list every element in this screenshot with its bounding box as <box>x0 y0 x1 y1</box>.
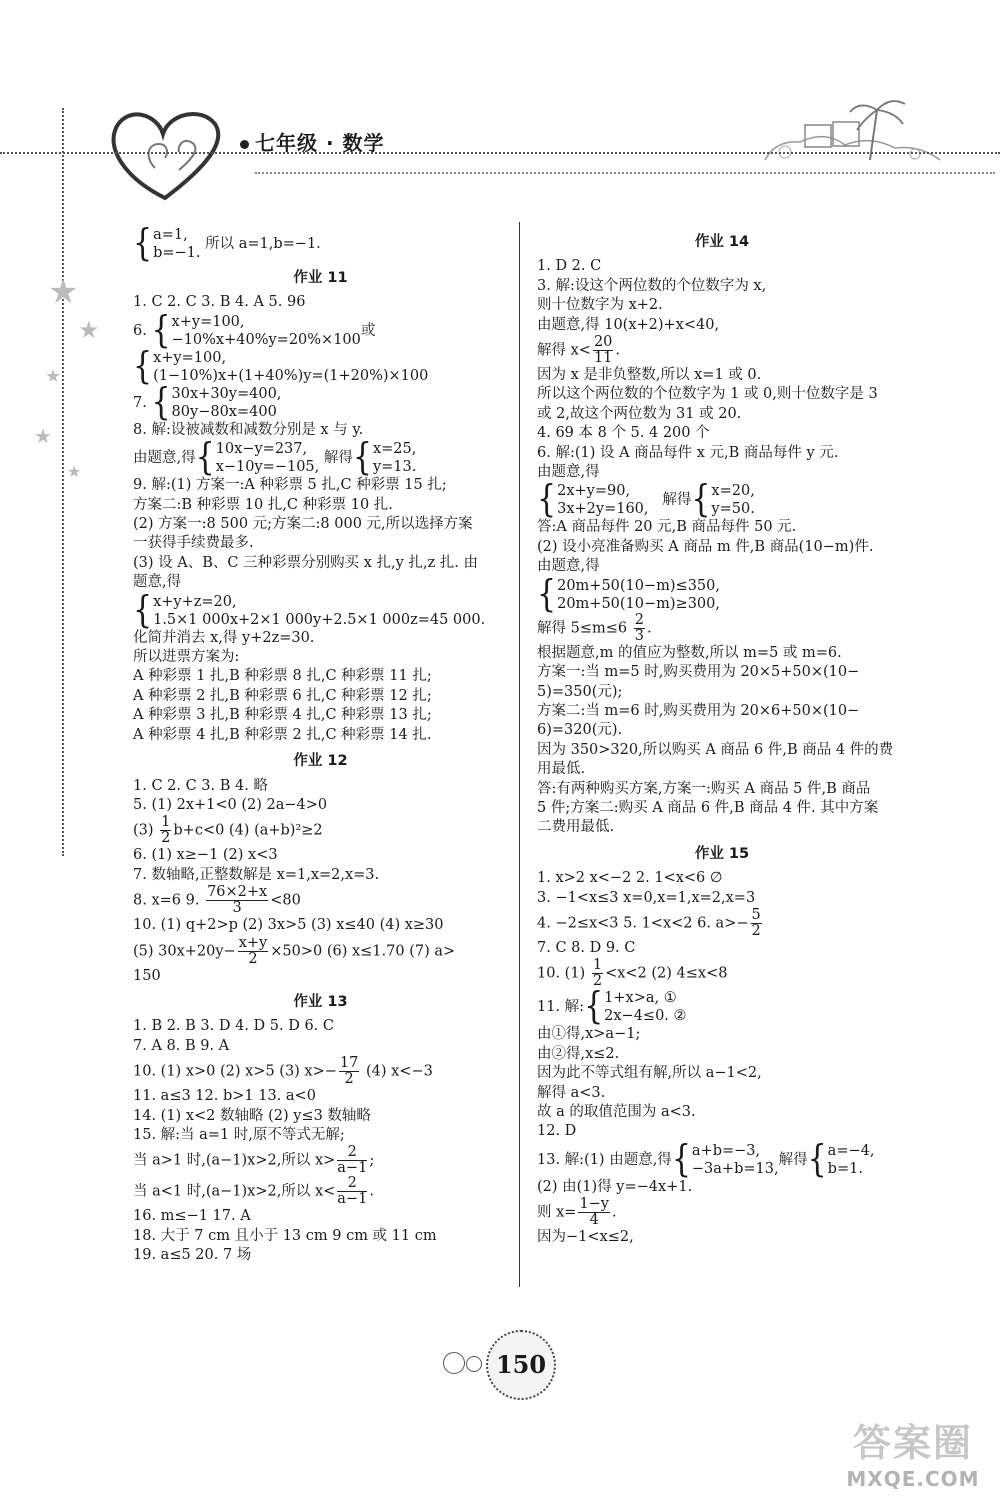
answer-line: 6. (1) x≥−1 (2) x<3 <box>133 847 278 864</box>
answer-line: 由②得,x≤2. <box>537 1045 620 1062</box>
page-title <box>240 127 385 156</box>
answer-line: 6. {x+y=100, −10%x+40%y=20%×100或 <box>133 308 376 353</box>
answer-line: (2) 由(1)得 y=−4x+1. <box>537 1178 693 1195</box>
answer-line: 1. D 2. C <box>537 258 602 275</box>
answer-line: 3. −1<x≤3 x=0,x=1,x=2,x=3 <box>537 889 756 906</box>
answer-line: 解得 5≤m≤6 $\frac{2}{3}$ . <box>537 611 652 644</box>
answer-line: 由题意,得{10x−y=237, x−10y=−105, 解得{x=25, y=13. <box>133 435 417 480</box>
answer-line: 因为 350>320,所以购买 A 商品 6 件,B 商品 4 件的费 <box>537 741 894 758</box>
left-column <box>133 221 508 1266</box>
answer-line: 9. 解:(1) 方案一:A 种彩票 5 扎,C 种彩票 15 扎; <box>133 477 447 494</box>
answer-line: (2) 设小亮准备购买 A 商品 m 件,B 商品(10−m)件. <box>537 538 874 555</box>
star-icon: ★ <box>34 424 52 448</box>
answer-line: A 种彩票 2 扎,B 种彩票 6 扎,C 种彩票 12 扎; <box>133 687 432 704</box>
answer-line: 150 <box>133 967 161 984</box>
answer-line: 3. 解:设这个两位数的个位数字为 x, <box>537 277 767 294</box>
column-divider <box>519 222 520 1287</box>
answer-line: 当 a<1 时,(a−1)x>2,所以 x< $\frac{2}{a-1}$ . <box>133 1175 374 1208</box>
answer-line: 7. C 8. D 9. C <box>537 939 636 956</box>
bullet-icon <box>240 140 249 149</box>
grade-subject: 七年级 · 数学 <box>255 131 385 155</box>
answer-line: 11. a≤3 12. b>1 13. a<0 <box>133 1088 316 1105</box>
answer-line: 一获得手续费最多. <box>133 535 254 552</box>
watermark-logo: 答案圈 MXQE.COM <box>846 1421 980 1491</box>
answer-line: 16. m≤−1 17. A <box>133 1208 251 1225</box>
answer-line: 5 件;方案二:购买 A 商品 6 件,B 商品 4 件. 其中方案 <box>537 799 879 816</box>
answer-line: 10. (1) $\frac{1}{2}$ <x<2 (2) 4≤x<8 <box>537 957 728 990</box>
answer-line: 13. 解:(1) 由题意,得{a+b=−3, −3a+b=13,解得{a=−4, b=1. <box>537 1137 875 1182</box>
answer-line: 解得 x< $\frac{20}{11}$ . <box>537 334 620 367</box>
answer-line: 因为−1<x≤2, <box>537 1229 634 1246</box>
section-title: 作业 14 <box>694 234 750 250</box>
answer-line: 由①得,x>a−1; <box>537 1026 641 1043</box>
answer-line: {2x+y=90, 3x+2y=160, 解得{x=20, y=50. <box>537 477 755 522</box>
answer-line: 5)=350(元); <box>537 683 623 700</box>
star-icon: ★ <box>67 462 82 481</box>
answer-line: 由题意,得 <box>537 558 600 575</box>
answer-line: 8. x=6 9. $\frac{76\times 2+x}{3}$ <80 <box>133 884 301 917</box>
answer-line: 根据题意,m 的值应为整数,所以 m=5 或 m=6. <box>537 644 842 661</box>
answer-line: 方案二:B 种彩票 10 扎,C 种彩票 10 扎. <box>133 496 393 513</box>
section-title: 作业 11 <box>293 270 348 286</box>
answer-line: 7. A 8. B 9. A <box>133 1037 230 1054</box>
answer-line: A 种彩票 1 扎,B 种彩票 8 扎,C 种彩票 11 扎; <box>133 668 432 685</box>
answer-line: 1. B 2. B 3. D 4. D 5. D 6. C <box>133 1018 334 1035</box>
answer-line: 6. 解:(1) 设 A 商品每件 x 元,B 商品每件 y 元. <box>537 444 839 461</box>
page-number: 150 <box>486 1330 556 1400</box>
answer-line: 故 a 的取值范围为 a<3. <box>537 1104 696 1120</box>
heart-swirl-decoration <box>105 108 240 203</box>
answer-line: 1. C 2. C 3. B 4. A 5. 96 <box>133 294 306 311</box>
answer-line: (3) 设 A、B、C 三种彩票分别购买 x 扎,y 扎,z 扎. 由 <box>133 554 478 571</box>
answer-line: 题意,得 <box>133 574 182 591</box>
answer-line: 4. 69 本 8 个 5. 4 200 个 <box>537 425 710 442</box>
circle-decoration <box>443 1352 465 1374</box>
answer-line: 5. (1) 2x+1<0 (2) 2a−4>0 <box>133 796 328 813</box>
answer-line: 因为此不等式组有解,所以 a−1<2, <box>537 1065 762 1082</box>
answer-line: (3) $\frac{1}{2}$ b+c<0 (4) (a+b)²≥2 <box>133 814 323 847</box>
star-icon: ★ <box>78 316 100 344</box>
answer-line: A 种彩票 4 扎,B 种彩票 2 扎,C 种彩票 14 扎. <box>133 726 432 743</box>
answer-line: 当 a>1 时,(a−1)x>2,所以 x> $\frac{2}{a-1}$ ; <box>133 1144 375 1177</box>
answer-line: {x+y+z=20, 1.5×1 000x+2×1 000y+2.5×1 000z=45 000. <box>133 588 486 632</box>
header-dotted-rule-2 <box>255 172 995 174</box>
section-title: 作业 12 <box>293 753 348 770</box>
answer-line: 由题意,得 10(x+2)+x<40, <box>537 316 720 333</box>
answer-line: 15. 解:当 a=1 时,原不等式无解; <box>133 1126 345 1143</box>
star-icon: ★ <box>48 272 79 312</box>
answer-line: 方案二:当 m=6 时,购买费用为 20×6+50×(10− <box>537 702 860 719</box>
answer-line: 或 2,故这个两位数为 31 或 20. <box>537 405 742 422</box>
answer-line: 11. 解:{1+x>a, ① 2x−4≤0. ② <box>537 984 687 1029</box>
answer-line: 1. x>2 x<−2 2. 1<x<6 ∅ <box>537 870 723 887</box>
brace-icon: { <box>133 221 153 266</box>
answer-line: 1. C 2. C 3. B 4. 略 <box>133 777 268 794</box>
answer-line: 则 x= $\frac{1-y}{4}$ . <box>537 1196 617 1229</box>
answer-line: A 种彩票 3 扎,B 种彩票 4 扎,C 种彩票 13 扎; <box>133 707 432 724</box>
answer-line: {x+y=100, (1−10%)x+(1+40%)y=(1+20%)×100 <box>133 344 429 389</box>
answer-line: 则十位数字为 x+2. <box>537 297 663 314</box>
answer-line: 6)=320(元). <box>537 722 623 739</box>
answer-line: 方案一:当 m=5 时,购买费用为 20×5+50×(10− <box>537 664 860 681</box>
answer-line: 所以进票方案为: <box>133 649 240 666</box>
star-icon: ★ <box>45 366 62 387</box>
answer-line: 18. 大于 7 cm 且小于 13 cm 9 cm 或 11 cm <box>133 1227 437 1244</box>
answer-line: 答:A 商品每件 20 元,B 商品每件 50 元. <box>537 519 797 536</box>
answer-line: 10. (1) x>0 (2) x>5 (3) x>− $\frac{17}{2}$ (4) x<−3 <box>133 1055 433 1088</box>
answer-line: 4. −2≤x<3 5. 1<x<2 6. a>− $\frac{5}{2}$ <box>537 906 761 939</box>
answer-line: 10. (1) q+2>p (2) 3x>5 (3) x≤40 (4) x≥30 <box>133 917 444 934</box>
section-title: 作业 15 <box>694 845 750 862</box>
section-title: 作业 13 <box>293 993 348 1010</box>
answer-line: 7. {30x+30y=400, 80y−80x=400 <box>133 380 282 425</box>
circle-decoration <box>466 1356 482 1372</box>
answer-line: 19. a≤5 20. 7 场 <box>133 1247 252 1264</box>
answer-line: 用最低. <box>537 761 586 778</box>
answer-line: {20m+50(10−m)≤350, 20m+50(10−m)≥300, <box>537 572 720 616</box>
answer-line: 答:有两种购买方案,方案一:购买 A 商品 5 件,B 商品 <box>537 780 871 797</box>
answer-line: (5) 30x+20y− $\frac{x+y}{2}$ ×50>0 (6) x≤1.70 (7) a> <box>133 934 456 967</box>
answer-line: 二费用最低. <box>537 819 615 836</box>
answer-line: 解得 a<3. <box>537 1084 606 1101</box>
page-header <box>0 90 1000 210</box>
answer-line: 12. D <box>537 1123 577 1140</box>
answer-line: 由题意,得 <box>537 464 600 481</box>
right-column <box>537 226 907 1248</box>
header-dotted-rule <box>0 152 1000 154</box>
answer-line: 因为 x 是非负整数,所以 x=1 或 0. <box>537 367 762 384</box>
answer-line: 所以这个两位数的个位数字为 1 或 0,则十位数字是 3 <box>537 386 878 403</box>
answer-line: 化简并消去 x,得 y+2z=30. <box>133 629 315 646</box>
answer-line: 7. 数轴略,正整数解是 x=1,x=2,x=3. <box>133 866 380 883</box>
answer-line: 14. (1) x<2 数轴略 (2) y≤3 数轴略 <box>133 1107 371 1124</box>
answer-line: 8. 解:设被减数和减数分别是 x 与 y. <box>133 421 364 438</box>
answer-line: {a=1, b=−1. 所以 a=1,b=−1. <box>133 221 321 266</box>
answer-line: (2) 方案一:8 500 元;方案二:8 000 元,所以选择方案 <box>133 516 473 533</box>
margin-dotted-line <box>62 108 64 856</box>
